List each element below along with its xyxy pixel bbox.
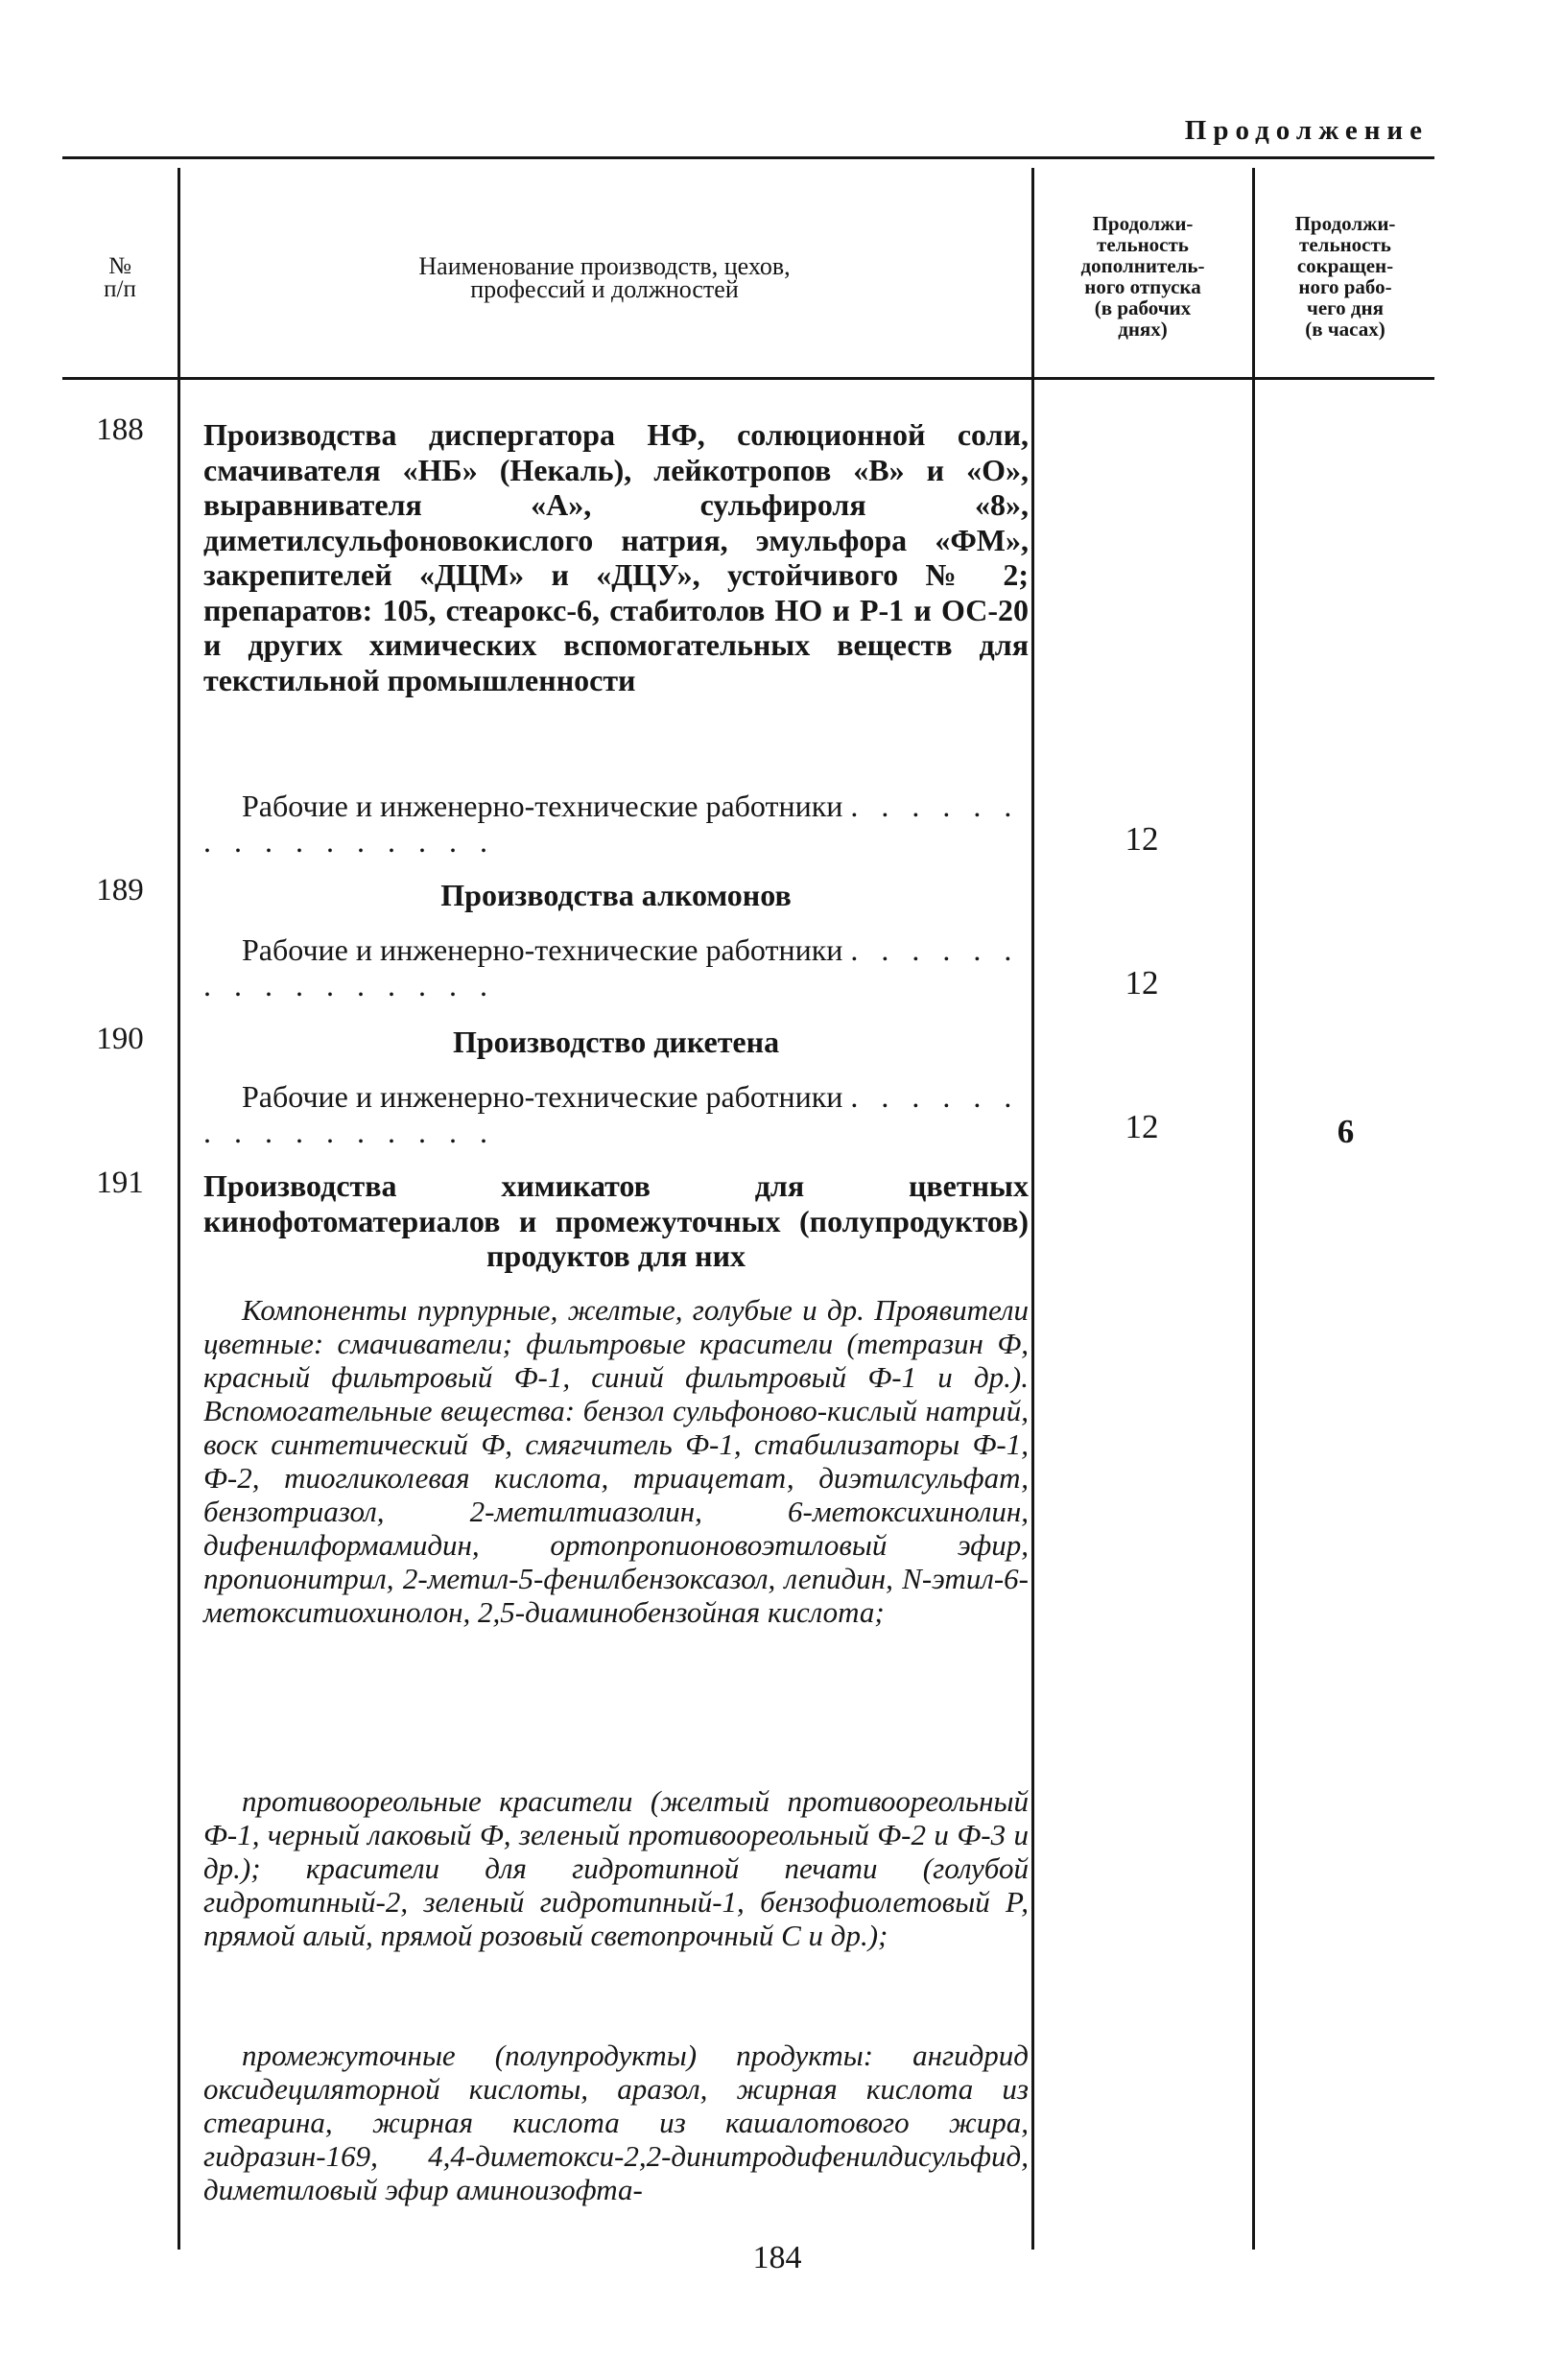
- header-number: № п/п: [104, 253, 136, 302]
- row-number-189: 189: [96, 873, 144, 907]
- row-number-190: 190: [96, 1022, 144, 1056]
- header-leave: Продолжи- тельность дополнитель- ного отпуска (в рабочих днях): [1080, 211, 1205, 341]
- row-190-workers: [203, 1079, 1029, 1149]
- row-188-title: Производства диспергатора НФ, солюционной соли, смачивателя «НБ» (Некаль), лейкотропов «В» и «О», выравнивателя «А», сульфироля «8», диметилсульфоновокислого натрия, эмульфора «ФМ», закрепителей «ДЦМ» и «ДЦУ», устойчивого № 2; препаратов: 105, стеарокс-6, стабитолов НО и Р-1 и ОС-20 и других химических вспомогательных веществ для текстильной промышленности: [203, 417, 1029, 697]
- dot-leader: . . . . . . . . . . . . . . . .: [203, 932, 1020, 1002]
- column-divider-3: [1252, 168, 1255, 2250]
- column-divider-1: [178, 168, 180, 2250]
- column-divider-2: [1031, 168, 1034, 2250]
- row-191-title: Производства химикатов для цветных кинофотоматериалов и промежуточных (полупродуктов) продуктов для них: [203, 1168, 1029, 1273]
- row-188-leave-days: 12: [1125, 820, 1159, 858]
- continuation-caption: Продолжение: [1184, 115, 1429, 146]
- row-number-188: 188: [96, 412, 144, 447]
- dot-leader: . . . . . . . . . . . . . . . .: [203, 789, 1020, 859]
- row-189-title: Производства алкомонов: [440, 878, 792, 912]
- row-number-191: 191: [96, 1166, 144, 1200]
- row-189-workers-text: Рабочие и инженерно-технические работники: [242, 932, 843, 967]
- dot-leader: . . . . . . . . . . . . . . . .: [203, 1079, 1020, 1149]
- row-190-title: Производство дикетена: [452, 1025, 780, 1059]
- row-190-workers-text: Рабочие и инженерно-технические работники: [242, 1079, 843, 1114]
- row-191-paragraph-2: противоореольные красители (желтый противоореольный Ф-1, черный лаковый Ф, зеленый противоореольный Ф-2 и Ф-3 и др.); красители для гидротипной печати (голубой гидротипный-2, зеленый гидротипный-1, бензофиолетовый Р, прямой алый, прямой розовый светопрочный С и др.);: [203, 1784, 1029, 1952]
- row-189-leave-days: 12: [1125, 964, 1159, 1001]
- header-hours: Продолжи- тельность сокращен- ного рабо- чего дня (в часах): [1294, 211, 1396, 341]
- row-190-leave-days: 12: [1125, 1108, 1159, 1145]
- page-number: 184: [752, 2240, 802, 2275]
- header-bottom-rule: [62, 377, 1434, 380]
- header-name: Наименование производств, цехов, профессий и должностей: [418, 252, 791, 303]
- row-188-workers: [203, 789, 1029, 859]
- row-189-workers: [203, 932, 1029, 1002]
- header-top-rule: [62, 156, 1434, 159]
- row-190-hours: 6: [1337, 1113, 1355, 1150]
- row-191-paragraph-3: промежуточные (полупродукты) продукты: ангидрид оксидециляторной кислоты, аразол, жирная кислота из стеарина, жирная кислота из кашалотового жира, гидразин-169, 4,4-диметокси-2,2-динитродифенилдисульфид, диметиловый эфир аминоизофта-: [203, 2038, 1029, 2206]
- row-191-paragraph-1: Компоненты пурпурные, желтые, голубые и др. Проявители цветные: смачиватели; фильтровые красители (тетразин Ф, красный фильтровый Ф-1, синий фильтровый Ф-1 и др.). Вспомогательные вещества: бензол сульфоново-кислый натрий, воск синтетический Ф, смягчитель Ф-1, стабилизаторы Ф-1, Ф-2, тиогликолевая кислота, триацетат, диэтилсульфат, бензотриазол, 2-метилтиазолин, 6-метоксихинолин, дифенилформамидин, ортопропионовоэтиловый эфир, пропионитрил, 2-метил-5-фенилбензоксазол, лепидин, N-этил-6-метокситиохинолон, 2,5-диаминобензойная кислота;: [203, 1293, 1029, 1629]
- row-188-workers-text: Рабочие и инженерно-технические работники: [242, 789, 843, 823]
